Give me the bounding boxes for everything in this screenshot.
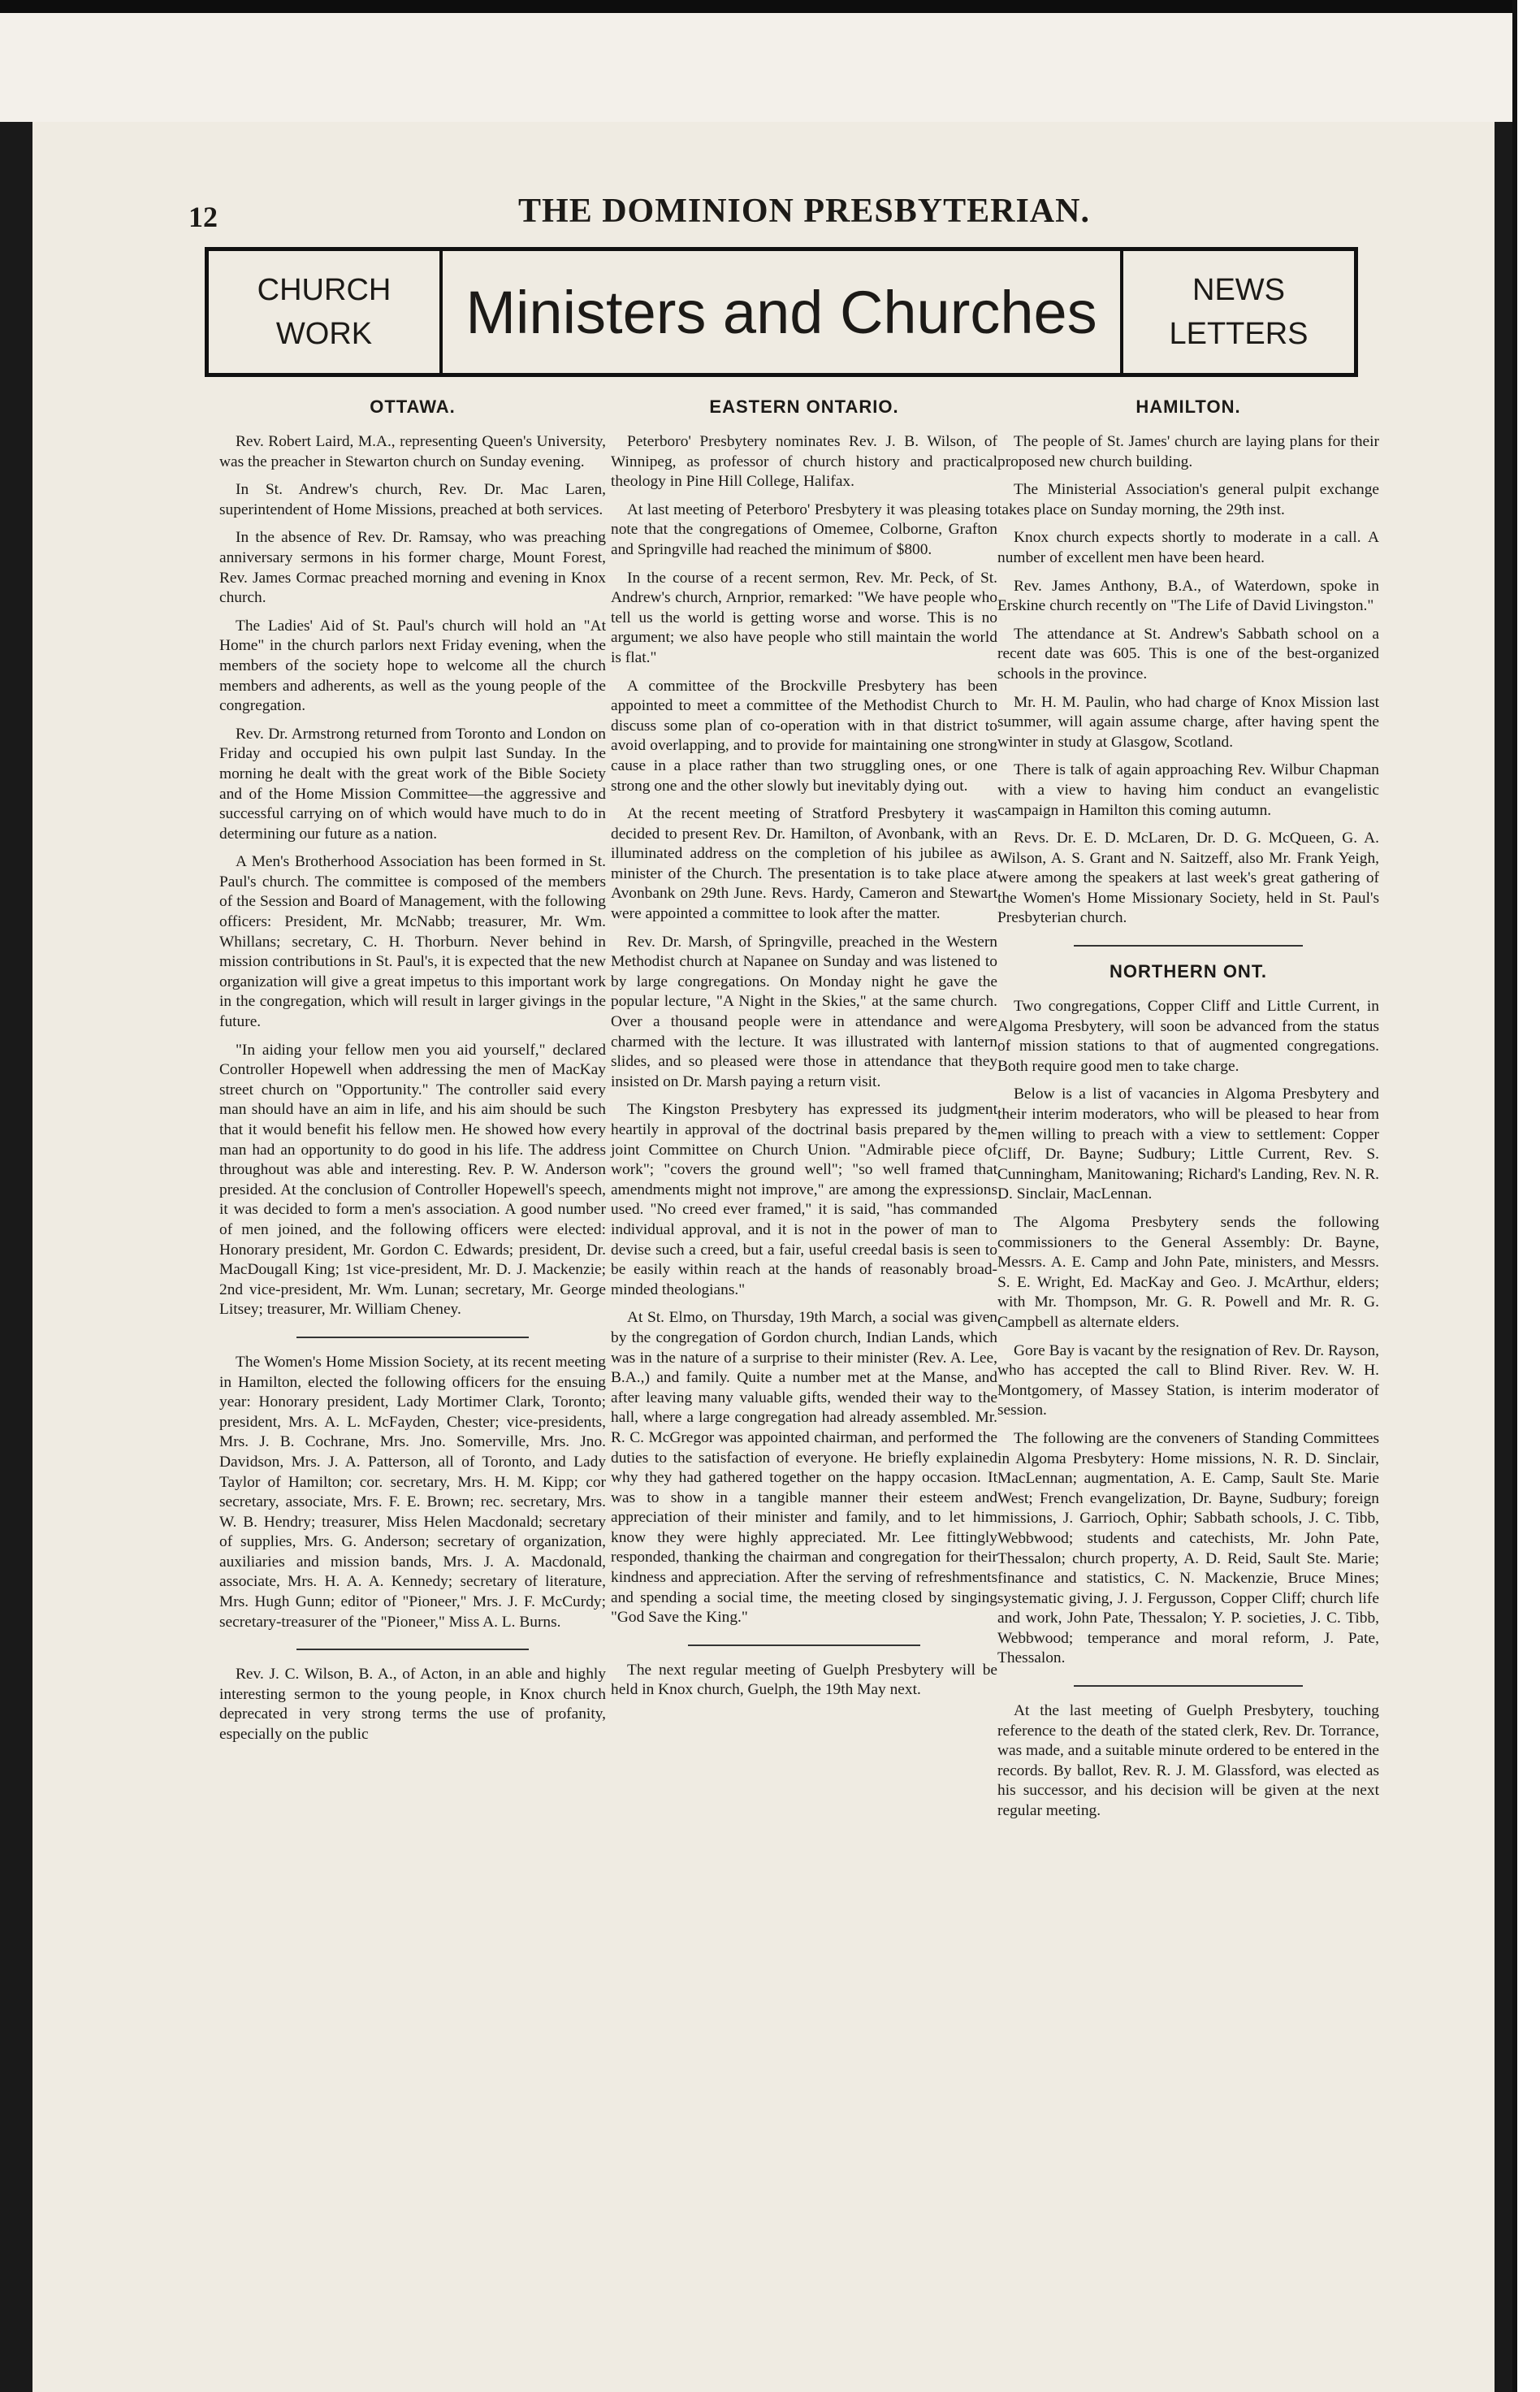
article-paragraph: At St. Elmo, on Thursday, 19th March, a social was given by the congregation of Gordon church, Indian Lands, which was in the nature of a surprise to their minister (Rev. A. Lee, B.A.,) and family. Quite a number met at the Manse, and after leaving many valuable gifts, wended their way to the hall, where a large congregation had already assembled. Mr. R. C. McGregor was appointed chairman, and performed the duties to the satisfaction of everyone. He briefly explained why they had gathered together on the happy occasion. It was to show in a tangible manner their esteem and appreciation of their minister and family, and to let him know they were highly appreciated. Mr. Lee fittingly responded, thanking the chairman and congregation for their kindness and appreciation. After the serving of refreshments and spending a social time, the meeting closed by singing "God Save the King." [611, 1309, 997, 1627]
article-paragraph: Rev. Dr. Marsh, of Springville, preached in the Western Methodist church at Napanee on Sunday and was listened to by large congregations. On Monday night he gave the popular lecture, "A Night in the Skies," at the same church. Over a thousand people were in attendance and were charmed with the lecture. It was illustrated with lantern slides, and so pleased were those in attendance that they insisted on Dr. Marsh paying a return visit. [611, 933, 997, 1090]
rule-divider [688, 1644, 920, 1646]
article-paragraph: Revs. Dr. E. D. McLaren, Dr. D. G. McQueen, G. A. Wilson, A. S. Grant and N. Saitzeff, also Mr. Frank Yeigh, were among the speakers at last week's great gathering of the Women's Home Missionary Society, held in St. Paul's Presbyterian church. [997, 830, 1379, 927]
article-paragraph: In the absence of Rev. Dr. Ramsay, who was preaching anniversary sermons in his former charge, Mount Forest, Rev. James Cormac preached morning and evening in Knox church. [219, 529, 606, 607]
article-paragraph: The people of St. James' church are laying plans for their proposed new church building. [997, 433, 1379, 470]
running-head: THE DOMINION PRESBYTERIAN. [518, 193, 1090, 230]
banner-right-line1: NEWS [1192, 273, 1285, 307]
section-heading-hamilton: HAMILTON. [1136, 396, 1241, 417]
article-paragraph: Peterboro' Presbytery nominates Rev. J. B. Wilson, of Winnipeg, as professor of church history and practical theology in Pine Hill College, Halifax. [611, 433, 997, 491]
rule-divider [1074, 1685, 1303, 1687]
banner-title: Ministers and Churches [465, 278, 1097, 346]
banner-right-box [1120, 251, 1354, 373]
rule-divider [296, 1649, 529, 1650]
article-paragraph: In St. Andrew's church, Rev. Dr. Mac Laren, superintendent of Home Missions, preached at both services. [219, 481, 606, 518]
section-heading-northern-ont: NORTHERN ONT. [1110, 961, 1267, 982]
article-paragraph: Rev. Dr. Armstrong returned from Toronto and London on Friday and occupied his own pulpit last Sunday. In the morning he dealt with the great work of the Bible Society and of the Home Mission Committee—the aggressive and successful carrying on of which would have much to do in determining our future as a nation. [219, 725, 606, 843]
article-paragraph: Mr. H. M. Paulin, who had charge of Knox Mission last summer, will again assume charge, after having spent the winter in study at Glasgow, Scotland. [997, 693, 1379, 751]
article-paragraph: The attendance at St. Andrew's Sabbath school on a recent date was 605. This is one of the best-organized schools in the province. [997, 625, 1379, 682]
scan-top-margin [0, 0, 1540, 122]
section-banner [205, 247, 1358, 377]
article-paragraph: At last meeting of Peterboro' Presbytery it was pleasing to note that the congregations of Omemee, Colborne, Grafton and Springville had reached the minimum of $800. [611, 500, 997, 558]
banner-left-box [209, 251, 443, 373]
article-paragraph: There is talk of again approaching Rev. Wilbur Chapman with a view to having him conduct an evangelistic campaign in Hamilton this coming autumn. [997, 761, 1379, 819]
banner-left-line1: CHURCH [257, 273, 391, 307]
article-paragraph: The Algoma Presbytery sends the following commissioners to the General Assembly: Dr. Bayne, Messrs. A. E. Camp and John Pate, ministers, and Messrs. S. E. Wright, Ed. MacKay and Geo. J. McArthur, elders; with Mr. Thompson, Mr. G. R. Powell and Mr. R. G. Campbell as alternate elders. [997, 1214, 1379, 1331]
section-heading-ottawa: OTTAWA. [370, 396, 456, 417]
column-hamilton-northern [997, 396, 1379, 1830]
article-paragraph: The Ladies' Aid of St. Paul's church will hold an "At Home" in the church parlors next Friday evening, when the members of the society hope to welcome all the church members and adherents, as well as the young people of the congregation. [219, 617, 606, 715]
section-heading-eastern-ontario: EASTERN ONTARIO. [709, 396, 899, 417]
page-number: 12 [188, 201, 218, 233]
article-paragraph: Gore Bay is vacant by the resignation of Rev. Dr. Rayson, who has accepted the call to Blind River. Rev. W. H. Montgomery, of Massey Station, is interim moderator of session. [997, 1341, 1379, 1419]
article-paragraph: At the last meeting of Guelph Presbytery, touching reference to the death of the stated clerk, Rev. Dr. Torrance, was made, and a suitable minute ordered to be entered in the records. By ballot, Rev. R. J. M. Glassford, was elected as his successor, and his decision will be given at the next regular meeting. [997, 1702, 1379, 1820]
scan-top-edge [0, 0, 1540, 13]
article-paragraph: The Women's Home Mission Society, at its recent meeting in Hamilton, elected the following officers for the ensuing year: Honorary president, Lady Mortimer Clark, Toronto; president, Mrs. A. L. McFayden, Chester; vice-presidents, Mrs. J. B. Cochrane, Mrs. Jno. Somerville, Mrs. Jno. Davidson, Mrs. J. A. Patterson, all of Toronto, and Lady Taylor of Hamilton; cor. secretary, Mrs. H. M. Kipp; cor secretary, associate, Mrs. F. E. Brown; rec. secretary, Mrs. W. B. Hendry; treasurer, Miss Helen Macdonald; secretary of supplies, Mrs. G. Anderson; secretary of organization, auxiliaries and mission bands, Mrs. J. A. Macdonald, associate, Mrs. H. A. A. Kennedy; secretary of literature, Mrs. Hugh Gunn; editor of "Pioneer," Mrs. J. F. McCurdy; secretary-treasurer of the "Pioneer," Miss A. L. Burns. [219, 1353, 606, 1631]
article-paragraph: Rev. James Anthony, B.A., of Waterdown, spoke in Erskine church recently on "The Life of David Livingston." [997, 577, 1379, 615]
article-paragraph: Rev. J. C. Wilson, B. A., of Acton, in an able and highly interesting sermon to the young people, in Knox church deprecated in very strong terms the use of profanity, especially on the public [219, 1666, 606, 1744]
article-paragraph: The following are the conveners of Standing Committees in Algoma Presbytery: Home missions, N. R. D. Sinclair, MacLennan; augmentation, A. E. Camp, Sault Ste. Marie West; French evangelization, Dr. Bayne, Sudbury; foreign missions, J. Garrioch, Ophir; Sabbath schools, J. C. Tibb, Webbwood; students and catechists, Mr. John Pate, Thessalon; church property, A. D. Reid, Sault Ste. Marie; finance and statistics, C. N. Mackenzie, Bruce Mines; systematic giving, J. J. Fergusson, Copper Cliff; church life and work, John Pate, Thessalon; Y. P. societies, J. C. Tibb, Webbwood; temperance and moral reform, J. Pate, Thessalon. [997, 1429, 1379, 1667]
article-paragraph: The Kingston Presbytery has expressed its judgment heartily in approval of the doctrinal basis prepared by the joint Committee on Church Union. "Admirable piece of work"; "covers the ground well"; "so well framed that amendments might not improve," are among the expressions used. "No creed ever framed," it is said, "has commanded individual approval, and it is not in the power of man to devise such a creed, but a fair, useful creedal basis is seen to be easily within reach at the hands of reasonably broad-minded theologians." [611, 1101, 997, 1298]
rule-divider [1074, 945, 1303, 947]
article-paragraph: The next regular meeting of Guelph Presbytery will be held in Knox church, Guelph, the 19th May next. [611, 1661, 997, 1699]
article-paragraph: Knox church expects shortly to moderate in a call. A number of excellent men have been heard. [997, 529, 1379, 566]
article-paragraph: A Men's Brotherhood Association has been formed in St. Paul's church. The committee is composed of the members of the Session and Board of Management, with the following officers: President, Mr. McNabb; treasurer, Mr. Wm. Whillans; secretary, C. H. Thorburn. Never behind in mission contributions in St. Paul's, it is expected that the new organization will give a great impetus to this important work in the congregation, which will result in larger givings in the future. [219, 853, 606, 1031]
article-paragraph: In the course of a recent sermon, Rev. Mr. Peck, of St. Andrew's church, Arnprior, remarked: "We have people who tell us the world is getting worse and worse. This is no argument; we also have people who still maintain the world is flat." [611, 569, 997, 666]
scan-right-margin [1517, 0, 1540, 2392]
article-paragraph: Two congregations, Copper Cliff and Little Current, in Algoma Presbytery, will soon be advanced from the status of mission stations to that of augmented congregations. Both require good men to take charge. [997, 998, 1379, 1075]
article-paragraph: Rev. Robert Laird, M.A., representing Queen's University, was the preacher in Stewarton church on Sunday evening. [219, 433, 606, 470]
article-paragraph: "In aiding your fellow men you aid yourself," declared Controller Hopewell when addressing the men of MacKay street church on "Opportunity." The controller said every man should have an aim in life, and his aim should be such that it would benefit his fellow men. He showed how every man had an opportunity to do good in his life. The address throughout was able and interesting. Rev. P. W. Anderson presided. At the conclusion of Controller Hopewell's speech, it was decided to form a men's association. A good number of men joined, and the following officers were elected: Honorary president, Mr. Gordon C. Edwards; president, Dr. MacDougall King; 1st vice-president, Mr. D. J. Mackenzie; 2nd vice-president, Mr. Wm. Lunan; secretary, Mr. George Litsey; treasurer, Mr. William Cheney. [219, 1041, 606, 1319]
article-paragraph: A committee of the Brockville Presbytery has been appointed to meet a committee of the Methodist Church to discuss some plan of co-operation with in that district to avoid overlapping, and to provide for maintaining one strong cause in a place rather than two struggling ones, or one strong one and the other slowly but inevitably dying out. [611, 677, 997, 795]
column-ottawa [219, 396, 606, 1753]
article-paragraph: At the recent meeting of Stratford Presbytery it was decided to present Rev. Dr. Hamilton, of Avonbank, with an illuminated address on the completion of his jubilee as a minister of the Church. The presentation is to take place at Avonbank on 29th June. Revs. Hardy, Cameron and Stewart were appointed a committee to look after the matter. [611, 805, 997, 923]
rule-divider [296, 1337, 529, 1338]
article-paragraph: Below is a list of vacancies in Algoma Presbytery and their interim moderators, who will be pleased to hear from men willing to preach with a view to settlement: Copper Cliff, Dr. Bayne; Sudbury; Little Current, Rev. S. Cunningham, Manitowaning; Richard's Landing, Rev. N. R. D. Sinclair, MacLennan. [997, 1086, 1379, 1203]
banner-left-line2: WORK [275, 317, 373, 351]
column-eastern-ontario [611, 396, 997, 1709]
banner-right-line2: LETTERS [1169, 317, 1309, 351]
article-paragraph: The Ministerial Association's general pulpit exchange takes place on Sunday morning, the 29th inst. [997, 481, 1379, 518]
